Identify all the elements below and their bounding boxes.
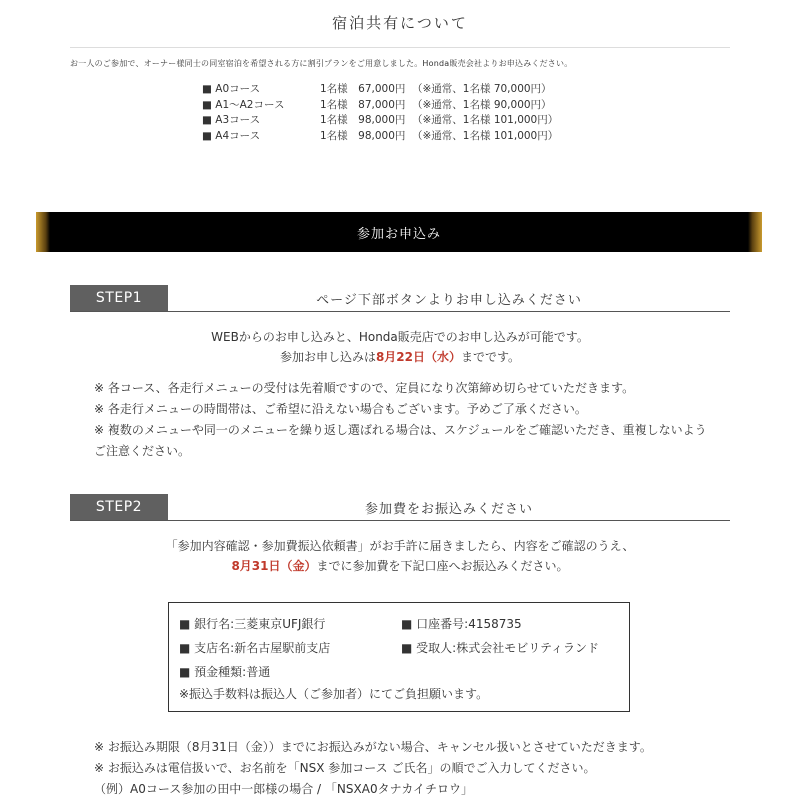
step1-tag: STEP1 xyxy=(70,285,168,311)
band-gold-edge-right xyxy=(748,212,762,252)
step1-note: ※ 各走行メニューの時間帯は、ご希望に沿えない場合もございます。予めご了承ください。 xyxy=(94,402,587,416)
step1-deadline-prefix: 参加お申し込みは xyxy=(279,350,376,364)
course-regular-price: （※通常、1名様 101,000円） xyxy=(412,129,559,142)
step2-note: ※ お振込みは電信扱いで、お名前を「NSX 参加コース ご氏名」の順でご入力してください。 xyxy=(94,761,596,775)
course-row-a0 xyxy=(202,82,558,98)
share-intro-text: お一人のご参加で、オーナー様同士の同室宿泊を希望される方に割引プランをご用意しました。Honda販売会社よりお申込みください。 xyxy=(70,59,573,68)
course-regular-price: （※通常、1名様 70,000円） xyxy=(412,83,552,95)
band-gold-edge-left xyxy=(36,212,50,252)
step2-note: ※ お振込み期限（8月31日（金））までにお振込みがない場合、キャンセル扱いとさせていただきます。 xyxy=(94,740,652,754)
step1-line2 xyxy=(0,347,800,367)
apply-section-title: 参加お申込み xyxy=(356,226,441,242)
share-divider xyxy=(70,47,730,48)
account-type: ■ 預金種類:普通 xyxy=(179,665,271,679)
step2-note: （例）A0コース参加の田中一郎様の場合 / 「NSXA0タナカイチロウ」 xyxy=(94,782,473,796)
step1-title: ページ下部ボタンよりお申し込みください xyxy=(316,292,582,308)
course-regular-price: （※通常、1名様 101,000円） xyxy=(412,114,559,126)
course-row-a3 xyxy=(202,113,558,129)
course-price: 1名様 98,000円 xyxy=(320,129,406,142)
payee-name: ■ 受取人:株式会社モビリティランド xyxy=(401,641,599,655)
step1-line1: WEBからのお申し込みと、Honda販売店でのお申し込みが可能です。 xyxy=(211,330,589,344)
transfer-fee-note: ※振込手数料は振込人（ご参加者）にてご負担願います。 xyxy=(179,687,489,701)
step2-line1: 「参加内容確認・参加費振込依頼書」がお手許に届きましたら、内容をご確認のうえ、 xyxy=(165,539,635,553)
bank-account-box xyxy=(168,602,630,712)
bank-name: ■ 銀行名:三菱東京UFJ銀行 xyxy=(179,617,326,631)
course-price: 1名様 98,000円 xyxy=(320,114,406,126)
course-row-a1-a2 xyxy=(202,98,558,114)
course-regular-price: （※通常、1名様 90,000円） xyxy=(412,98,552,111)
course-price: 1名様 67,000円 xyxy=(320,83,406,95)
step2-title: 参加費をお振込みください xyxy=(364,501,533,517)
step1-note: ※ 複数のメニューや同一のメニューを繰り返し選ばれる場合は、スケジュールをご確認いただき、重複しないようご注意ください。 xyxy=(94,423,707,458)
course-name: ■ A3コース xyxy=(202,114,261,126)
course-price-list xyxy=(202,82,558,144)
course-price: 1名様 87,000円 xyxy=(320,98,406,111)
step1-deadline-date: 8月22日（水） xyxy=(375,350,462,364)
step1-notes xyxy=(94,378,714,462)
course-row-a4 xyxy=(202,129,558,145)
course-name: ■ A1〜A2コース xyxy=(202,98,285,111)
share-section-title: 宿泊共有について xyxy=(332,14,468,32)
account-number: ■ 口座番号:4158735 xyxy=(401,617,522,631)
step1-header xyxy=(70,285,730,312)
step1-deadline-suffix: までです。 xyxy=(461,350,521,364)
step2-notes xyxy=(94,737,734,800)
step2-header xyxy=(70,494,730,521)
branch-name: ■ 支店名:新名古屋駅前支店 xyxy=(179,641,331,655)
step1-description xyxy=(0,327,800,367)
step2-description xyxy=(0,536,800,576)
step2-deadline-date: 8月31日（金） xyxy=(231,559,317,573)
step1-note: ※ 各コース、各走行メニューの受付は先着順ですので、定員になり次第締め切らせていただきます。 xyxy=(94,381,635,395)
step2-line2 xyxy=(0,556,800,576)
course-name: ■ A4コース xyxy=(202,129,261,142)
course-name: ■ A0コース xyxy=(202,83,261,95)
step2-deadline-suffix: までに参加費を下記口座へお振込みください。 xyxy=(316,559,569,573)
step2-tag: STEP2 xyxy=(70,494,168,520)
apply-section-header xyxy=(36,212,762,252)
